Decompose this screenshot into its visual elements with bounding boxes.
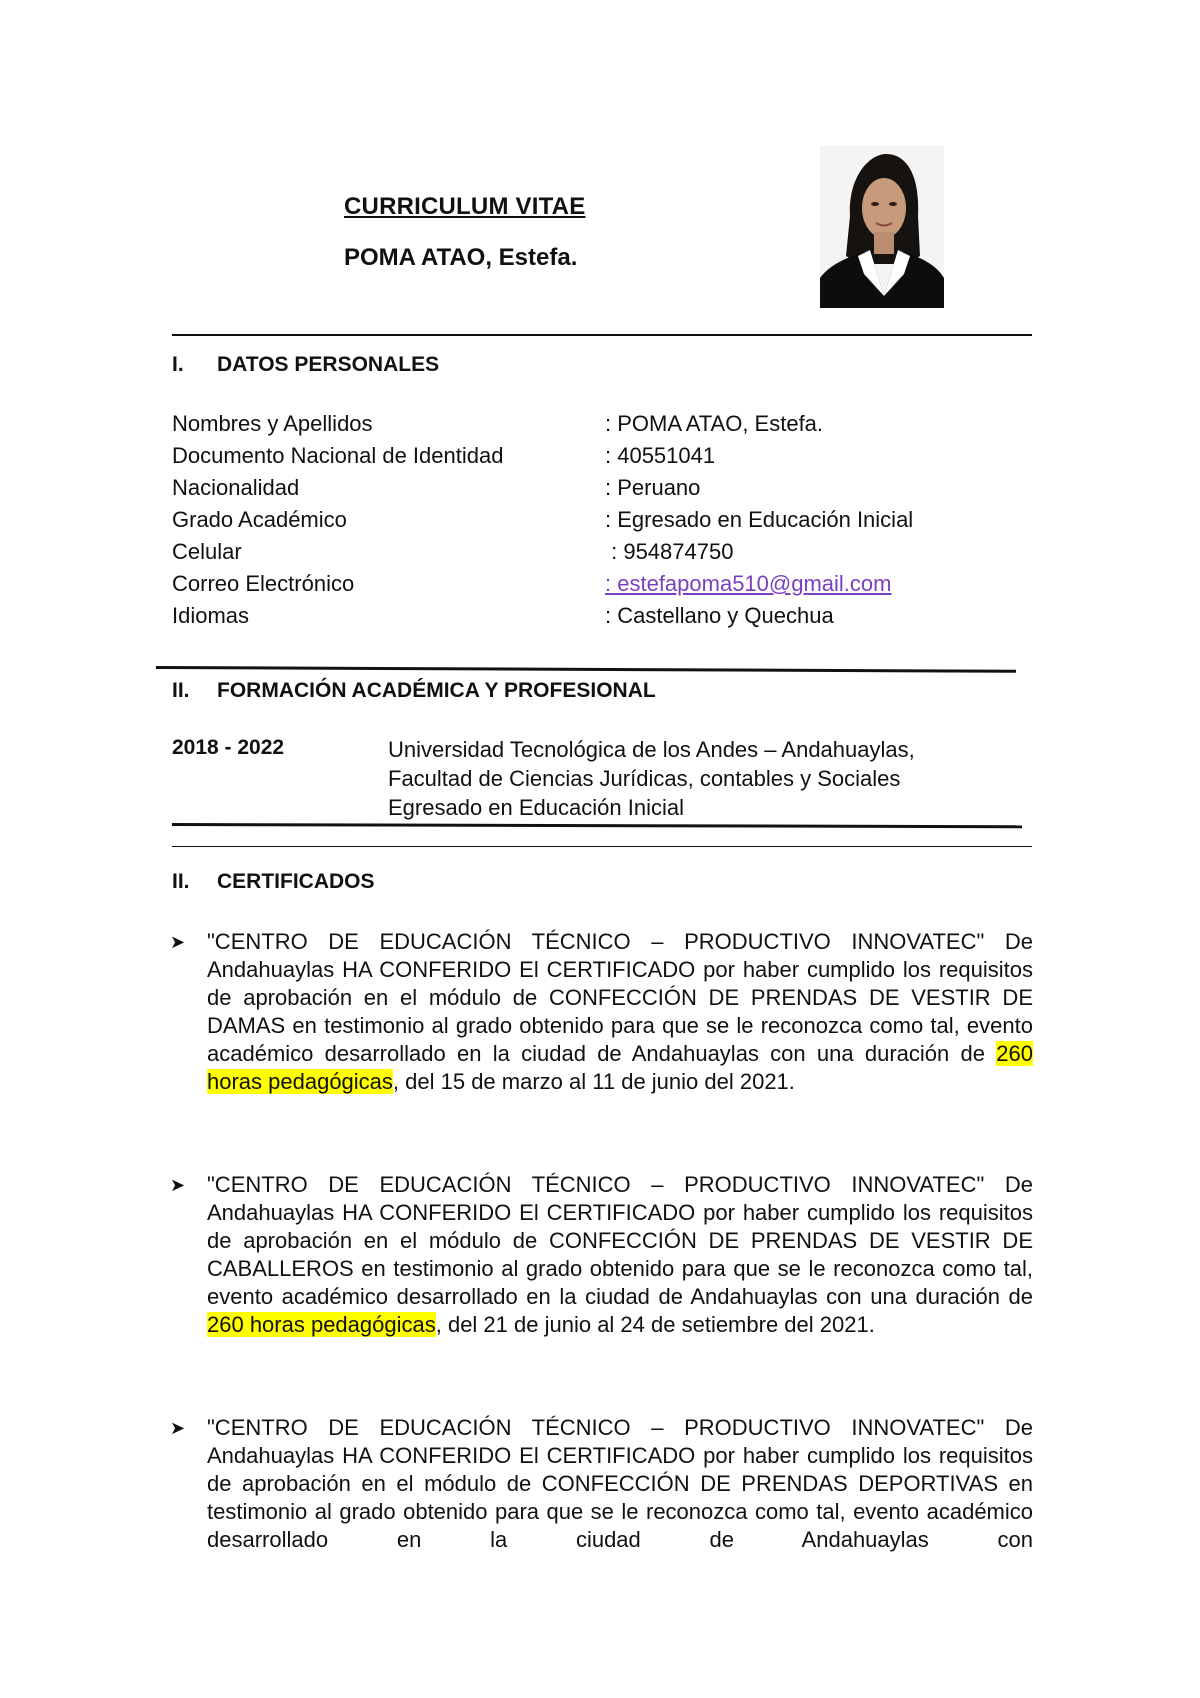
section-number: II. [172, 679, 190, 702]
section-formacion-heading [172, 679, 656, 703]
personal-row [172, 568, 1032, 600]
personal-data-table [172, 408, 1032, 632]
row-value: : Peruano [605, 475, 701, 500]
formacion-years: 2018 - 2022 [172, 736, 285, 759]
certificate-item [207, 1414, 1033, 1554]
section-personal-heading [172, 353, 439, 377]
formacion-line: Facultad de Ciencias Jurídicas, contables y Sociales [388, 766, 901, 791]
row-label: Celular [172, 539, 242, 564]
arrowhead-bullet-icon: ➤ [170, 1418, 186, 1438]
personal-row [172, 600, 1032, 632]
email-value [605, 568, 892, 600]
row-value: : 40551041 [605, 443, 716, 468]
formacion-details [388, 735, 1028, 822]
portrait-photo [820, 146, 944, 308]
candidate-name: POMA ATAO, Estefa. [344, 244, 578, 271]
arrowhead-bullet-icon: ➤ [170, 1175, 186, 1195]
formacion-line: Egresado en Educación Inicial [388, 795, 684, 820]
row-value: : Egresado en Educación Inicial [605, 507, 914, 532]
row-label: Nacionalidad [172, 475, 300, 500]
certificate-item [207, 1171, 1033, 1339]
document-title: CURRICULUM VITAE [344, 193, 586, 220]
email-link[interactable]: estefapoma510@gmail.com [611, 571, 892, 596]
email-prefix: : [605, 571, 612, 596]
row-value: : 954874750 [605, 539, 734, 564]
section-number: I. [172, 353, 184, 376]
certificate-item [207, 928, 1033, 1096]
row-label: Correo Electrónico [172, 571, 355, 596]
row-label: Nombres y Apellidos [172, 411, 373, 436]
divider-formacion-thin [172, 846, 1032, 847]
divider-personal [156, 666, 1016, 673]
section-title: DATOS PERSONALES [217, 353, 440, 376]
section-certificados-heading [172, 870, 375, 894]
divider-top [172, 334, 1032, 336]
portrait-icon [820, 146, 944, 308]
row-value: : Castellano y Quechua [605, 603, 834, 628]
row-label: Documento Nacional de Identidad [172, 443, 504, 468]
divider-formacion-thick [172, 823, 1022, 828]
personal-row [172, 408, 1032, 440]
personal-row [172, 536, 1032, 568]
section-title: FORMACIÓN ACADÉMICA Y PROFESIONAL [217, 679, 656, 702]
certificate-text-end: , del 15 de marzo al 11 de junio del 2021. [392, 1069, 795, 1094]
row-label: Idiomas [172, 603, 250, 628]
section-title: CERTIFICADOS [217, 870, 375, 893]
arrowhead-bullet-icon: ➤ [170, 932, 186, 952]
personal-row [172, 472, 1032, 504]
formacion-line: Universidad Tecnológica de los Andes – Andahuaylas, [388, 737, 915, 762]
personal-row [172, 504, 1032, 536]
certificate-text: "CENTRO DE EDUCACIÓN TÉCNICO – PRODUCTIVO INNOVATEC" De Andahuaylas HA CONFERIDO El CERTIFICADO por haber cumplido los requisitos de aprobación en el módulo de CONFECCIÓN DE PRENDAS DE VESTIR DE CABALLEROS en testimonio al grado obtenido para que se le reconozca como tal, evento académico desarrollado en la ciudad de Andahuaylas con una duración de [207, 1172, 1033, 1309]
hours-highlight: 260 horas pedagógicas [207, 1041, 1033, 1094]
row-value: : POMA ATAO, Estefa. [605, 411, 824, 436]
section-number: II. [172, 870, 190, 893]
certificate-text: "CENTRO DE EDUCACIÓN TÉCNICO – PRODUCTIVO INNOVATEC" De Andahuaylas HA CONFERIDO El CERTIFICADO por haber cumplido los requisitos de aprobación en el módulo de CONFECCIÓN DE PRENDAS DEPORTIVAS en testimonio al grado obtenido para que se le reconozca como tal, evento académico desarrollado en la ciudad de Andahuaylas con [207, 1415, 1033, 1552]
hours-highlight: 260 horas pedagógicas [207, 1312, 436, 1337]
personal-row [172, 440, 1032, 472]
certificate-text-end: , del 21 de junio al 24 de setiembre del 2021. [435, 1312, 875, 1337]
row-label: Grado Académico [172, 507, 347, 532]
certificate-text: "CENTRO DE EDUCACIÓN TÉCNICO – PRODUCTIVO INNOVATEC" De Andahuaylas HA CONFERIDO El CERTIFICADO por haber cumplido los requisitos de aprobación en el módulo de CONFECCIÓN DE PRENDAS DE VESTIR DE DAMAS en testimonio al grado obtenido para que se le reconozca como tal, evento académico desarrollado en la ciudad de Andahuaylas con una duración de [207, 929, 1033, 1066]
